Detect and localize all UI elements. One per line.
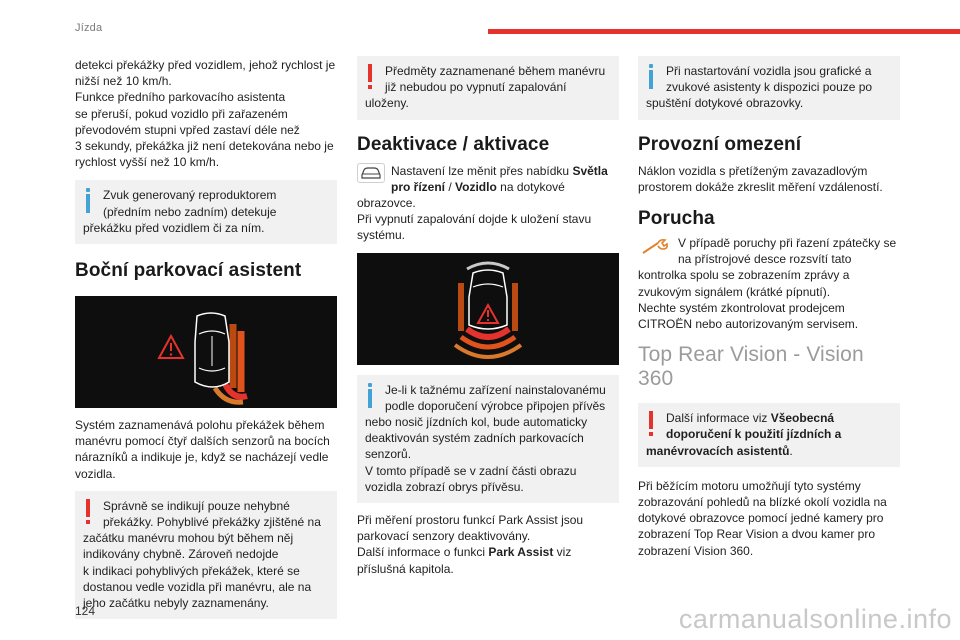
text-line: rychlost vyšší než 10 km/h.	[75, 155, 220, 170]
info-icon	[646, 64, 658, 90]
column-1	[75, 56, 337, 619]
text-line: příslušná kapitola.	[357, 561, 454, 576]
note-line: doporučení k použití jízdních a	[666, 427, 842, 442]
note-line: V tomto případě se v zadní části obrazu	[365, 463, 577, 478]
wrench-icon	[638, 235, 672, 259]
text-line: vozidla.	[75, 466, 116, 481]
warning-note	[638, 403, 900, 467]
text-line: Náklon vozidla s přetíženým zavazadlovým	[638, 163, 868, 178]
side-assist-paragraph	[75, 417, 337, 482]
text-line: pro řízení / Vozidlo na dotykové	[391, 179, 565, 194]
warning-note	[75, 491, 337, 619]
warning-note	[357, 56, 619, 120]
text-line: zobrazení Vision 360.	[638, 543, 754, 558]
column-3	[638, 56, 900, 559]
car-rear-sensor-diagram	[357, 253, 619, 365]
text-line: parkovací senzory deaktivovány.	[357, 529, 531, 544]
section-heading-top-rear-vision	[638, 343, 900, 391]
note-line: nebo nosič jízdních kol, bude automaticky	[365, 415, 588, 430]
warning-icon	[365, 64, 377, 90]
watermark: carmanualsonline.info	[678, 604, 952, 634]
text-line: Systém zaznamenává polohu překážek během	[75, 418, 325, 433]
deactivation-paragraph	[357, 163, 619, 244]
note-line: začátku manévru mohou být během něj	[83, 531, 294, 546]
text-line: Nechte systém zkontrolovat prodejcem	[638, 300, 845, 315]
section-heading-deactivation: Deaktivace / aktivace	[357, 133, 550, 155]
info-note	[357, 375, 619, 503]
note-line: spuštění dotykové obrazovky.	[646, 96, 804, 111]
note-line: překážky. Pohyblivé překážky zjištěné na	[103, 515, 321, 530]
text-line: 3 sekundy, překážka již není detekována nebo je	[75, 139, 334, 154]
text-line: na přístrojové desce rozsvítí tato	[678, 252, 852, 267]
note-line: Další informace viz Všeobecná	[666, 411, 835, 426]
note-line: (předním nebo zadním) detekuje	[103, 204, 277, 219]
text-line: Další informace o funkci Park Assist viz	[357, 545, 572, 560]
limits-paragraph	[638, 163, 900, 195]
text-line: manévru pomocí čtyř dalších senzorů na bocích	[75, 434, 330, 449]
info-note	[75, 180, 337, 244]
text-line: se přeruší, pokud vozidlo při zařazeném	[75, 106, 288, 121]
note-line: uloženy.	[365, 96, 409, 111]
text-line: Při vypnutí zapalování dojde k uložení stavu	[357, 212, 592, 227]
text-line: CITROËN nebo autorizovaným servisem.	[638, 317, 859, 332]
text-line: Funkce předního parkovacího asistenta	[75, 90, 286, 105]
page-number: 124	[75, 604, 96, 618]
warning-icon	[478, 305, 498, 323]
section-heading-side-assist: Boční parkovací asistent	[75, 260, 302, 282]
park-assist-paragraph	[357, 512, 619, 577]
text-line: systému.	[357, 228, 406, 243]
note-line: již nebudou po vypnutí zapalování	[385, 80, 567, 95]
text-line: prostorem dokáže zkreslit měření vzdáleností.	[638, 179, 883, 194]
note-line: překážku před vozidlem či za ním.	[83, 220, 265, 235]
note-line: Předměty zaznamenané během manévru	[385, 64, 606, 78]
top-rear-vision-paragraph	[638, 478, 900, 559]
note-line: senzorů.	[365, 447, 412, 462]
text-line: nižší než 10 km/h.	[75, 74, 172, 89]
note-line: manévrovacích asistentů.	[646, 443, 793, 458]
note-line: dostanou vedle vozidla při manévru, ale na	[83, 579, 312, 594]
section-heading-limits: Provozní omezení	[638, 133, 802, 155]
note-line: indikovány chybně. Zároveň nedojde	[83, 547, 279, 562]
text-line: převodovém stupni vpřed zastaví déle než	[75, 122, 300, 137]
warning-icon	[83, 499, 95, 525]
rear-sensor-illustration	[357, 253, 619, 365]
text-line: Při měření prostoru funkcí Park Assist jsou	[357, 513, 584, 528]
text-line: kontrolka spolu se zobrazením zprávy a	[638, 268, 850, 283]
text-line: dotykové obrazovce pomocí jedné kamery pro	[638, 511, 884, 526]
text-line: nárazníků a indikuje je, když se nacházejí vedle	[75, 450, 329, 465]
text-line: zobrazení Top Rear Vision a dvou kamer pro	[638, 527, 876, 542]
note-line: jeho začátku nebyly zaznamenány.	[83, 596, 269, 611]
warning-icon	[159, 336, 183, 358]
car-settings-icon	[357, 163, 385, 183]
text-line: V případě poruchy při řazení zpátečky se	[678, 236, 897, 251]
heading-line: 360	[638, 367, 674, 391]
text-line: zvukovým signálem (krátké pípnutí).	[638, 284, 831, 299]
text-line: Nastavení lze měnit přes nabídku Světla	[391, 163, 608, 178]
text-line: obrazovce.	[357, 196, 416, 211]
car-sensor-diagram	[75, 296, 337, 408]
text-line: detekci překážky před vozidlem, jehož rychlost je	[75, 58, 336, 72]
note-line: Je-li k tažnému zařízení nainstalovanému	[385, 382, 606, 397]
note-line: vozidla zobrazí obrys přívěsu.	[365, 479, 524, 494]
text-line: zobrazování pohledů na blízké okolí vozidla na	[638, 495, 887, 510]
running-header: Jízda	[75, 22, 103, 34]
note-line: Správně se indikují pouze nehybné	[103, 498, 290, 513]
warning-icon	[646, 411, 658, 437]
note-line: deaktivován systém zadních parkovacích	[365, 431, 584, 446]
note-line: Zvuk generovaný reproduktorem	[103, 188, 277, 203]
note-line: zvukové asistenty k dispozici pouze po	[666, 80, 873, 95]
text-line: Při běžícím motoru umožňují tyto systémy	[638, 478, 861, 493]
fault-paragraph	[638, 235, 900, 332]
note-line: Při nastartování vozidla jsou grafické a	[666, 64, 872, 78]
heading-line: Top Rear Vision - Vision	[638, 343, 864, 367]
info-icon	[365, 383, 377, 409]
info-note	[638, 56, 900, 120]
column-2	[357, 56, 619, 577]
intro-paragraph	[75, 57, 337, 170]
info-icon	[83, 188, 95, 214]
note-line: k indikaci pohyblivých překážek, které se	[83, 563, 300, 578]
header-accent-bar	[488, 29, 960, 34]
side-assist-illustration	[75, 296, 337, 408]
note-line: podle doporučení výrobce připojen přívěs	[385, 398, 606, 413]
section-heading-fault: Porucha	[638, 208, 715, 230]
